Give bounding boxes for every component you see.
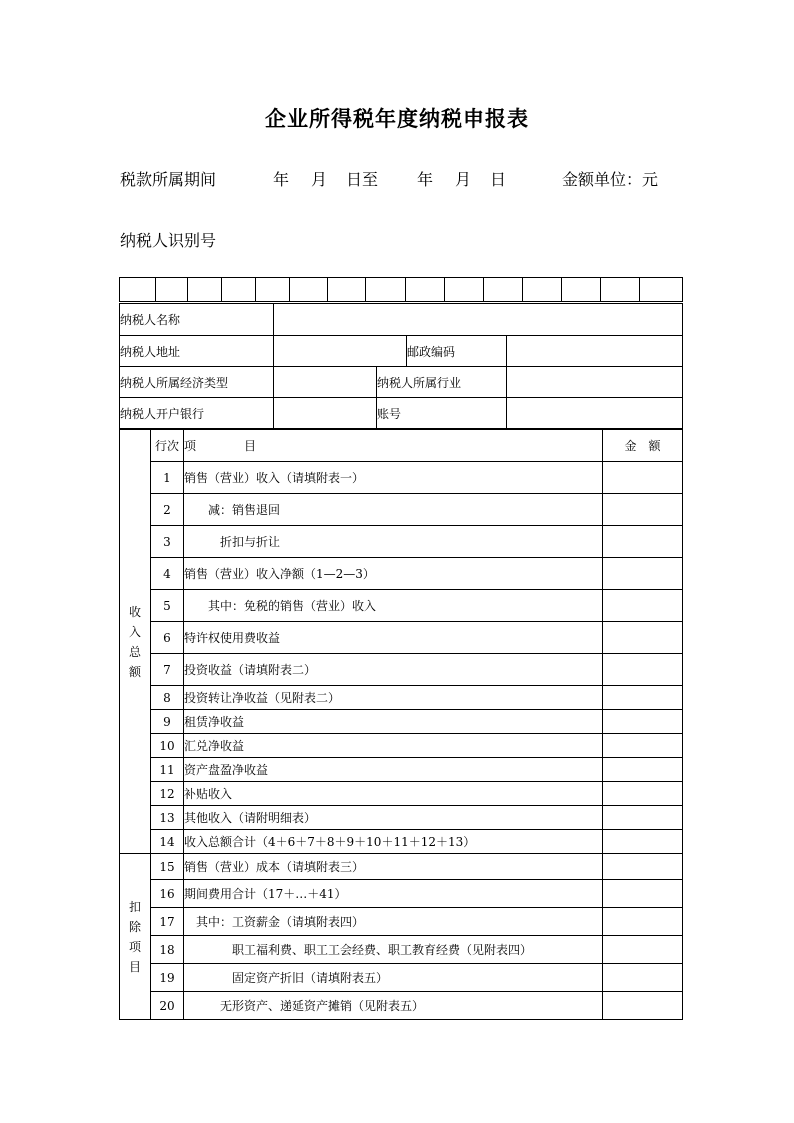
table-row bbox=[120, 734, 683, 758]
id-digit-box[interactable] bbox=[188, 278, 222, 302]
table-row bbox=[120, 590, 683, 622]
bank-field[interactable] bbox=[274, 398, 377, 429]
table-row bbox=[120, 908, 683, 936]
table-row bbox=[120, 558, 683, 590]
table-row bbox=[120, 830, 683, 854]
row-item: 特许权使用费收益 bbox=[184, 622, 603, 654]
period-from-year: 年 bbox=[273, 170, 290, 189]
row-item: 其他收入（请附明细表） bbox=[184, 806, 603, 830]
taxpayer-name-label: 纳税人名称 bbox=[120, 304, 274, 336]
account-label: 账号 bbox=[377, 398, 507, 429]
row-number: 15 bbox=[151, 854, 184, 880]
form-title: 企业所得税年度纳税申报表 bbox=[265, 106, 529, 131]
table-row bbox=[120, 964, 683, 992]
row-number: 8 bbox=[151, 686, 184, 710]
table-row bbox=[120, 654, 683, 686]
row-item: 其中：免税的销售（营业）收入 bbox=[184, 590, 603, 622]
row-number: 9 bbox=[151, 710, 184, 734]
row-number: 7 bbox=[151, 654, 184, 686]
id-digit-box[interactable] bbox=[328, 278, 366, 302]
row-number: 14 bbox=[151, 830, 184, 854]
section-deduction: 扣 除 项 目 bbox=[120, 854, 151, 1020]
amount-cell[interactable] bbox=[603, 782, 683, 806]
amount-cell[interactable] bbox=[603, 654, 683, 686]
amount-cell[interactable] bbox=[603, 964, 683, 992]
id-digit-box[interactable] bbox=[445, 278, 484, 302]
id-digit-box[interactable] bbox=[640, 278, 683, 302]
industry-label: 纳税人所属行业 bbox=[377, 367, 507, 398]
id-digit-box[interactable] bbox=[222, 278, 256, 302]
bank-label: 纳税人开户银行 bbox=[120, 398, 274, 429]
account-field[interactable] bbox=[507, 398, 683, 429]
id-digit-box[interactable] bbox=[484, 278, 523, 302]
row-item: 减：销售退回 bbox=[184, 494, 603, 526]
amount-cell[interactable] bbox=[603, 558, 683, 590]
taxpayer-name-field[interactable] bbox=[274, 304, 683, 336]
row-item: 其中：工资薪金（请填附表四） bbox=[184, 908, 603, 936]
amount-cell[interactable] bbox=[603, 854, 683, 880]
amount-cell[interactable] bbox=[603, 494, 683, 526]
industry-field[interactable] bbox=[507, 367, 683, 398]
amount-cell[interactable] bbox=[603, 590, 683, 622]
row-item: 无形资产、递延资产摊销（见附表五） bbox=[184, 992, 603, 1020]
amount-cell[interactable] bbox=[603, 734, 683, 758]
postcode-label: 邮政编码 bbox=[407, 336, 507, 367]
row-item: 资产盘盈净收益 bbox=[184, 758, 603, 782]
period-from-day-to: 日至 bbox=[346, 170, 379, 189]
taxpayer-id-boxes bbox=[119, 277, 683, 302]
id-digit-box[interactable] bbox=[366, 278, 406, 302]
period-to-year: 年 bbox=[417, 170, 434, 189]
econ-type-label: 纳税人所属经济类型 bbox=[120, 367, 274, 398]
row-number: 13 bbox=[151, 806, 184, 830]
amount-cell[interactable] bbox=[603, 686, 683, 710]
id-digit-box[interactable] bbox=[601, 278, 640, 302]
row-item: 汇兑净收益 bbox=[184, 734, 603, 758]
amount-cell[interactable] bbox=[603, 622, 683, 654]
row-item: 销售（营业）成本（请填附表三） bbox=[184, 854, 603, 880]
header-item: 项 目 bbox=[184, 430, 603, 462]
table-row bbox=[120, 806, 683, 830]
row-number: 11 bbox=[151, 758, 184, 782]
row-number: 12 bbox=[151, 782, 184, 806]
row-item: 收入总额合计（4＋6＋7＋8＋9＋10＋11＋12＋13） bbox=[184, 830, 603, 854]
row-number: 17 bbox=[151, 908, 184, 936]
row-item: 补贴收入 bbox=[184, 782, 603, 806]
period-to-day: 日 bbox=[490, 170, 507, 189]
row-number: 10 bbox=[151, 734, 184, 758]
table-row bbox=[120, 782, 683, 806]
row-number: 2 bbox=[151, 494, 184, 526]
period-to-month: 月 bbox=[455, 170, 472, 189]
amount-cell[interactable] bbox=[603, 936, 683, 964]
amount-cell[interactable] bbox=[603, 830, 683, 854]
amount-cell[interactable] bbox=[603, 992, 683, 1020]
row-item: 期间费用合计（17＋…＋41） bbox=[184, 880, 603, 908]
id-digit-box[interactable] bbox=[156, 278, 188, 302]
amount-cell[interactable] bbox=[603, 758, 683, 782]
econ-type-field[interactable] bbox=[274, 367, 377, 398]
row-number: 1 bbox=[151, 462, 184, 494]
table-row bbox=[120, 880, 683, 908]
row-item: 投资转让净收益（见附表二） bbox=[184, 686, 603, 710]
table-row bbox=[120, 494, 683, 526]
table-row bbox=[120, 526, 683, 558]
row-item: 职工福利费、职工工会经费、职工教育经费（见附表四） bbox=[184, 936, 603, 964]
id-digit-box[interactable] bbox=[120, 278, 156, 302]
amount-unit: 金额单位：元 bbox=[562, 170, 659, 189]
taxpayer-id-label: 纳税人识别号 bbox=[120, 231, 217, 250]
table-row bbox=[120, 710, 683, 734]
row-item: 固定资产折旧（请填附表五） bbox=[184, 964, 603, 992]
id-digit-box[interactable] bbox=[256, 278, 290, 302]
row-number: 5 bbox=[151, 590, 184, 622]
id-digit-box[interactable] bbox=[290, 278, 328, 302]
row-item: 投资收益（请填附表二） bbox=[184, 654, 603, 686]
row-item: 销售（营业）收入（请填附表一） bbox=[184, 462, 603, 494]
amount-cell[interactable] bbox=[603, 462, 683, 494]
table-row bbox=[120, 686, 683, 710]
id-digit-box[interactable] bbox=[406, 278, 445, 302]
row-number: 6 bbox=[151, 622, 184, 654]
postcode-field[interactable] bbox=[507, 336, 683, 367]
row-number: 18 bbox=[151, 936, 184, 964]
row-number: 4 bbox=[151, 558, 184, 590]
table-row bbox=[120, 854, 683, 880]
row-item: 销售（营业）收入净额（1—2—3） bbox=[184, 558, 603, 590]
amount-cell[interactable] bbox=[603, 908, 683, 936]
table-row bbox=[120, 758, 683, 782]
table-row bbox=[120, 462, 683, 494]
amount-cell[interactable] bbox=[603, 526, 683, 558]
row-number: 16 bbox=[151, 880, 184, 908]
taxpayer-info-table bbox=[119, 303, 683, 429]
period-label: 税款所属期间 bbox=[120, 170, 217, 189]
id-digit-box[interactable] bbox=[562, 278, 601, 302]
table-row bbox=[120, 992, 683, 1020]
amount-cell[interactable] bbox=[603, 806, 683, 830]
row-number: 19 bbox=[151, 964, 184, 992]
table-row bbox=[120, 622, 683, 654]
amount-cell[interactable] bbox=[603, 880, 683, 908]
row-item: 租赁净收益 bbox=[184, 710, 603, 734]
period-from-month: 月 bbox=[311, 170, 328, 189]
header-row-no: 行次 bbox=[151, 430, 184, 462]
row-number: 20 bbox=[151, 992, 184, 1020]
table-row bbox=[120, 936, 683, 964]
taxpayer-address-label: 纳税人地址 bbox=[120, 336, 274, 367]
header-amount: 金 额 bbox=[603, 430, 683, 462]
items-table bbox=[119, 429, 683, 1020]
section-income: 收 入 总 额 bbox=[120, 430, 151, 854]
taxpayer-address-field[interactable] bbox=[274, 336, 407, 367]
row-number: 3 bbox=[151, 526, 184, 558]
amount-cell[interactable] bbox=[603, 710, 683, 734]
id-digit-box[interactable] bbox=[523, 278, 562, 302]
row-item: 折扣与折让 bbox=[184, 526, 603, 558]
